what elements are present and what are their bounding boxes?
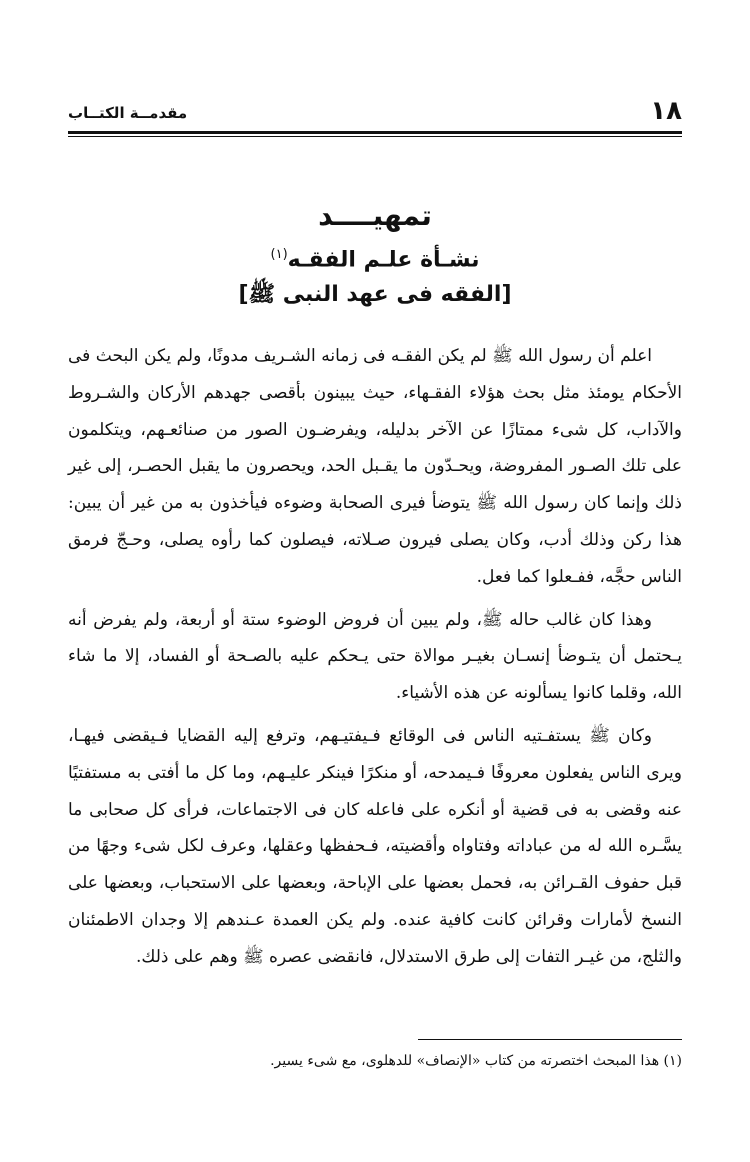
chapter-subtitle <box>68 236 682 276</box>
page-number: ١٨ <box>650 96 682 126</box>
paragraph: وهذا كان غالب حاله ﷺ، ولم يبين أن فروض الوضوء ستة أو أربعة، ولم يفرض أنه يـحتمل أن يتـوضأ إنسـان بغيـر موالاة حتى يـحكم عليه بالصـحة أو الفساد، إلا ما شاء الله، وقلما كانوا يسألونه عن هذه الأشياء. <box>68 609 682 704</box>
section-heading: [الفقه فى عهد النبى ﷺ] <box>238 282 512 307</box>
chapter-title: تمهيــــد <box>318 199 432 232</box>
header-rule <box>68 131 682 134</box>
footnote-reference: (١) <box>270 247 288 262</box>
header-rule-thin <box>68 136 682 137</box>
running-head-title: مقدمــة الكتــاب <box>68 104 188 122</box>
paragraph: وكان ﷺ يستفـتيه الناس فى الوقائع فـيفتيـهم، وترفع إليه القضايا فـيقضى فيهـا، ويرى الناس يفعلون معروفًا فـيمدحه، أو منكرًا فينكر عليـهم، وما كل ما أفتى به مستفتيًا عنه وقضى به فى قضية أو أنكره على فاعله كان فى الاجتماعات، فرأى كل صحابى ما يسَّـره الله له من عباداته وفتاواه وأقضيته، فـحفظها وعقلها، وعرف لكل شىء وجهًا من قبل حفوف القـرائن به، فحمل بعضها على الإباحة، وبعضها على الاستحباب، وبعضها على النسخ لأمارات وقرائن كانت كافية عنده. ولم يكن العمدة عـندهم إلا وجدان الاطمئنان والثلج، من غيـر التفات إلى طرق الاستدلال، فانقضى عصره ﷺ وهم على ذلك. <box>68 725 682 967</box>
running-header <box>68 96 682 128</box>
body-text <box>68 338 682 982</box>
footnote: (١) هذا المبحث اختصرته من كتاب «الإنصاف» للدهلوى، مع شىء يسير. <box>270 1053 682 1069</box>
footnote-rule <box>418 1039 682 1040</box>
paragraph: اعلم أن رسول الله ﷺ لم يكن الفقـه فى زمانه الشـريف مدونًا، ولم يكن البحث فى الأحكام يومئذ مثل بحث هؤلاء الفقـهاء، حيث يبينون بأقصى جهدهم الأركان والشـروط والآداب، كل شىء ممتازًا عن الآخر بدليله، ويفرضـون الصور من صنائعـهم، ويتكلمون على تلك الصـور المفروضة، ويحـدّون ما يقـبل الحد، ويحصرون ما يقبل الحصـر، إلى غير ذلك وإنما كان رسول الله ﷺ يتوضأ فيرى الصحابة وضوءه فيأخذون به من غير أن يبين: هذا ركن وذلك أدب، وكان يصلى فيرون صـلاته، فيصلون كما رأوه يصلى، وحـجّ فرمق الناس حجَّه، ففـعلوا كما فعل. <box>68 346 683 587</box>
subtitle-text: نشـأة علـم الفقـه <box>287 247 480 273</box>
chapter-titles <box>68 196 682 316</box>
